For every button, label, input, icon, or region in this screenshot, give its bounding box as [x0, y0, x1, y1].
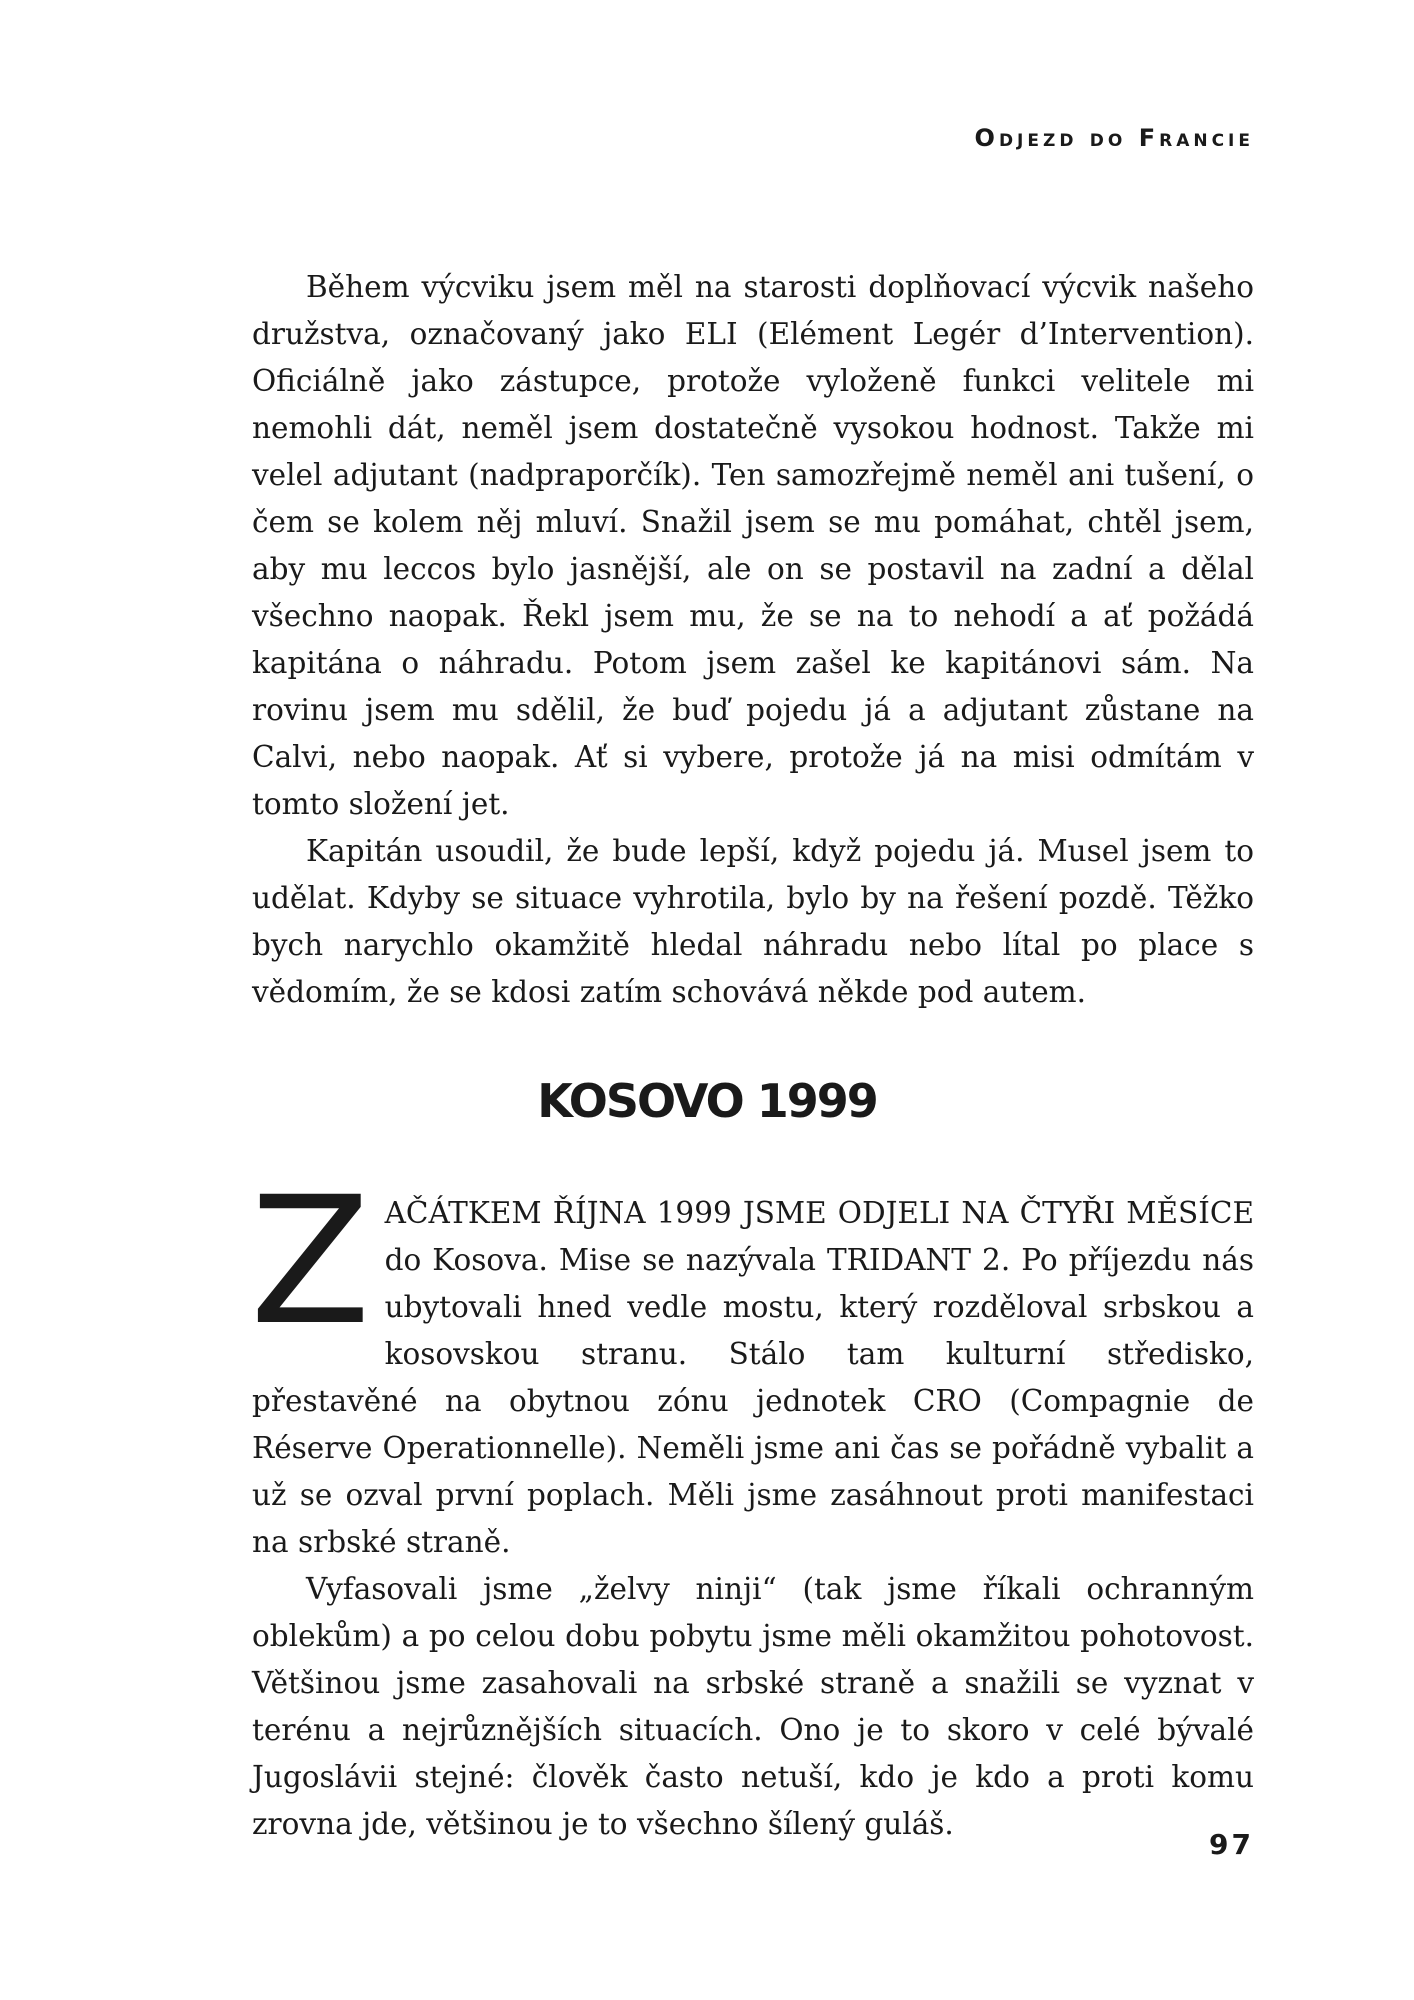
section-two-text: [250, 1159, 1254, 1848]
section-one-text: [252, 264, 1254, 1016]
page-number: 97: [1209, 1828, 1254, 1861]
running-head: Odjezd do Francie: [974, 124, 1254, 152]
section-heading: KOSOVO 1999: [537, 1074, 877, 1128]
paragraph: Kapitán usoudil, že bude lepší, když pojedu já. Musel jsem to udělat. Kdyby se situace vyhrotila, bylo by na řešení pozdě. Těžko bych narychlo okamžitě hledal náhradu nebo lítal po place s vědomím, že se kdosi zatím schovává někde pod autem.: [252, 834, 1254, 1009]
paragraph: Vyfasovali jsme „želvy ninji“ (tak jsme říkali ochranným oblekům) a po celou dobu pobytu jsme měli okamžitou pohotovost. Většinou jsme zasahovali na srbské straně a snažili se vyznat v terénu a nejrůznějších situacích. Ono je to skoro v celé bývalé Jugoslávii stejné: člověk často netuší, kdo je kdo a proti komu zrovna jde, většinou je to všechno šílený guláš.: [252, 1572, 1254, 1841]
opening-caps: AČÁTKEM ŘÍJNA 1999 JSME ODJELI NA ČTYŘI MĚSÍCE: [384, 1196, 1254, 1230]
opening-rest: do Kosova. Mise se nazývala TRIDANT 2. Po příjezdu nás ubytovali hned vedle mostu, který rozděloval srbskou a kosovskou stranu. Stálo tam kulturní středisko, přestavěné na obytnou zónu jednotek CRO (Compagnie de Réserve Operationnelle). Neměli jsme ani čas se pořádně vybalit a už se ozval první poplach. Měli jsme zasáhnout proti manifestaci na srbské straně.: [252, 1243, 1254, 1559]
drop-cap: Z: [250, 1159, 371, 1364]
paragraph: Během výcviku jsem měl na starosti doplňovací výcvik našeho družstva, označovaný jako ELI (Elément Legér d’Intervention). Oficiálně jako zástupce, protože vyloženě funkci velitele mi nemohli dát, neměl jsem dostatečně vysokou hodnost. Takže mi velel adjutant (nadpraporčík). Ten samozřejmě neměl ani tušení, o čem se kolem něj mluví. Snažil jsem se mu pomáhat, chtěl jsem, aby mu leccos bylo jasnější, ale on se postavil na zadní a dělal všechno naopak. Řekl jsem mu, že se na to nehodí a ať požádá kapitána o náhradu. Potom jsem zašel ke kapitánovi sám. Na rovinu jsem mu sdělil, že buď pojedu já a adjutant zůstane na Calvi, nebo naopak. Ať si vybere, protože já na misi odmítám v tomto složení jet.: [252, 270, 1254, 821]
opening-paragraph: [250, 1159, 1254, 1566]
